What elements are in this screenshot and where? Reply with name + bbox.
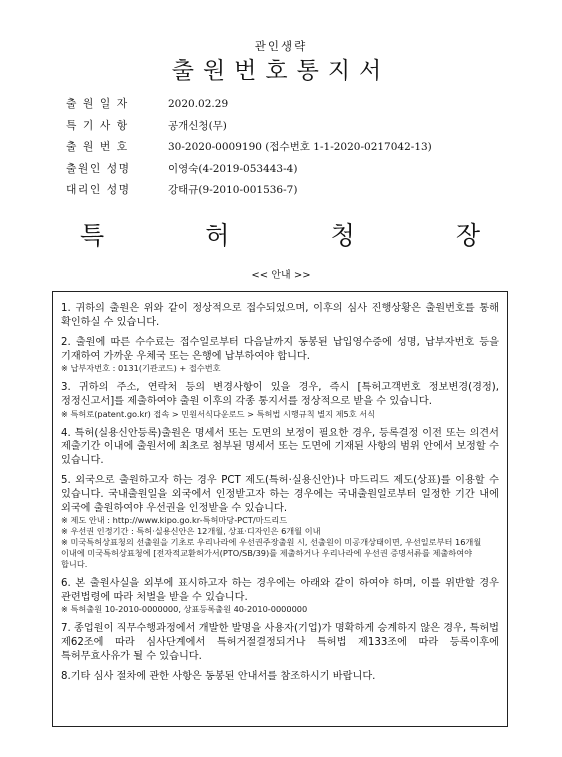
- issuer-char: 청: [330, 221, 355, 250]
- guide-item: [61, 302, 499, 329]
- info-value: 2020.02.29: [168, 97, 229, 110]
- info-label: 출원인 성명: [66, 161, 131, 175]
- info-row-special-note: [66, 115, 536, 137]
- info-label: 대리인 성명: [66, 183, 131, 197]
- guide-item: [61, 622, 499, 663]
- note-line: ※ 우선권 인정기간 : 특허·실용신안은 12개월, 상표·디자인은 6개월 이내: [61, 526, 321, 537]
- info-value: 이영숙(4-2019-053443-4): [168, 162, 298, 175]
- guide-item-text: 7. 종업원이 직무수행과정에서 개발한 발명을 사용자(기업)가 명확하게 승계하지 않은 경우, 특허법 제62조에 따라 심사단계에서 특허거절결정되거나 특허법 제133조에 따라 등록이후에 특허무효사유가 될 수 있습니다.: [61, 623, 499, 662]
- info-label: 특기사항: [66, 118, 134, 132]
- info-row-application-number: [66, 136, 536, 158]
- guide-heading: << 안내 >>: [251, 270, 311, 281]
- issuer-title: [80, 216, 480, 252]
- guide-item-text: 4. 특허(실용신안등록)출원은 명세서 또는 도면의 보정이 필요한 경우, 등록결정 이전 또는 의견서 제출기간 이내에 출원서에 최초로 첨부된 명세서 또는 도면에 기재된 사항의 범위 안에서 보정할 수 있습니다.: [61, 427, 499, 466]
- issuer-char: 허: [205, 221, 230, 250]
- guide-item-text: 2. 출원에 따른 수수료는 접수일로부터 다음날까지 동봉된 납입영수증에 성명, 납부자번호 등을 기재하여 가까운 우체국 또는 은행에 납부하여야 합니다.: [61, 337, 499, 362]
- guide-note: [61, 515, 499, 570]
- document-title: 출원번호통지서: [171, 58, 391, 84]
- seal-omitted-label: 관인생략: [254, 39, 308, 53]
- info-row-applicant: [66, 158, 536, 180]
- issuer-char: 특: [80, 221, 105, 250]
- info-value: 30-2020-0009190 (접수번호 1-1-2020-0217042-13): [168, 141, 432, 154]
- issuer-char: 장: [455, 221, 480, 250]
- guide-item: [61, 474, 499, 570]
- guide-item: [61, 336, 499, 374]
- guide-item-text: 8.기타 심사 절차에 관한 사항은 동봉된 안내서를 참조하시기 바랍니다.: [61, 671, 376, 683]
- guide-item-text: 3. 귀하의 주소, 연락처 등의 변경사항이 있을 경우, 즉시 [특허고객번호 정보변경(경정), 정정신고서]를 제출하여야 출원 이후의 각종 통지서를 정상적으로 받을 수 있습니다.: [61, 382, 499, 407]
- guide-item-text: 5. 외국으로 출원하고자 하는 경우 PCT 제도(특허·실용신안)나 마드리드 제도(상표)를 이용할 수 있습니다. 국내출원일을 외국에서 인정받고자 하는 경우에는 국내출원일로부터 일정한 기간 내에 외국에 출원하여야 우선권을 인정받을 수 있습니다.: [61, 475, 499, 514]
- guide-item: [61, 381, 499, 419]
- info-row-filing-date: [66, 93, 536, 115]
- info-row-agent: [66, 179, 536, 201]
- info-label: 출원일자: [66, 97, 134, 111]
- guide-note: [61, 409, 499, 420]
- note-line: ※ 제도 안내 : http://www.kipo.go.kr-특허마당-PCT/마드리드: [61, 515, 288, 526]
- guide-item: [61, 670, 499, 684]
- info-value: 공개신청(무): [168, 119, 227, 132]
- note-line: ※ 특허로(patent.go.kr) 접속 > 민원서식다운로드 > 특허법 시행규칙 별지 제5호 서식: [61, 408, 376, 419]
- note-line: ※ 특허출원 10-2010-0000000, 상표등록출원 40-2010-0000000: [61, 604, 308, 615]
- application-info: [66, 93, 536, 201]
- guide-item: [61, 427, 499, 468]
- note-line: ※ 미국특허상표청의 선출원을 기초로 우리나라에 우선권주장출원 시, 선출원이 미공개상태이면, 우선일로부터 16개월 이내에 미국특허상표청에 [전자적교환허가서(PTO/SB/39)를 제출하거나 우리나라에 우선권 증명서류를 제출하여야 합니다.: [61, 537, 482, 570]
- info-label: 출원번호: [66, 140, 134, 154]
- guide-item-text: 6. 본 출원사실을 외부에 표시하고자 하는 경우에는 아래와 같이 하여야 하며, 이를 위반할 경우 관련법령에 따라 처벌을 받을 수 있습니다.: [61, 578, 499, 603]
- guide-box: [52, 291, 508, 727]
- guide-note: [61, 604, 499, 615]
- guide-note: [61, 363, 499, 374]
- note-line: ※ 납부자번호 : 0131(기관코드) + 접수번호: [61, 363, 221, 374]
- guide-item-text: 1. 귀하의 출원은 위와 같이 정상적으로 접수되었으며, 이후의 심사 진행상황은 출원번호를 통해 확인하실 수 있습니다.: [61, 303, 499, 328]
- info-value: 강태규(9-2010-001536-7): [168, 184, 298, 197]
- guide-item: [61, 577, 499, 615]
